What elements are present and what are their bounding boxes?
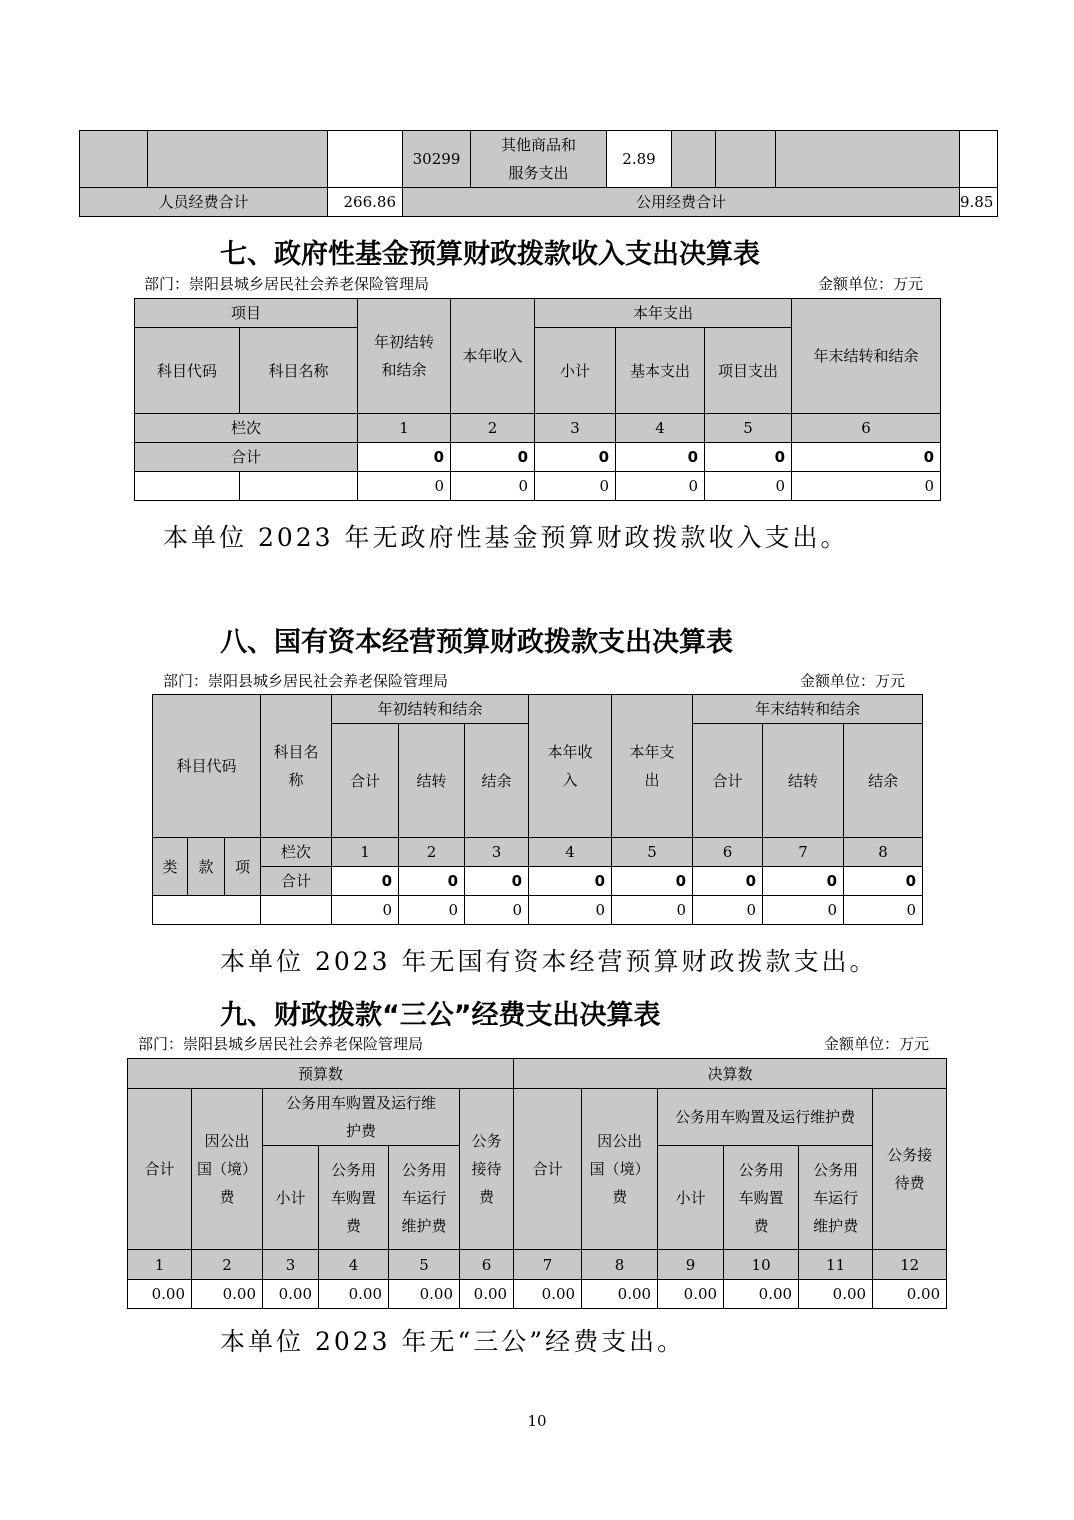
- s9-value: 0.00: [724, 1280, 799, 1309]
- s8-total: 0: [332, 867, 399, 896]
- public-label: 公用经费合计: [403, 188, 960, 217]
- s7-total-label: 合计: [135, 443, 358, 472]
- top-empty-4: [672, 131, 716, 188]
- s8-title: 八、国有资本经营预算财政拨款支出决算表: [220, 627, 733, 658]
- s7-row-value: 0: [358, 472, 451, 501]
- s7-col-label: 栏次: [135, 414, 358, 443]
- s8-row-value: 0: [763, 896, 844, 925]
- s7-total: 0: [616, 443, 705, 472]
- s8-h-xiang: 项: [225, 838, 261, 896]
- top-empty-6: [776, 131, 960, 188]
- s9-h-final-abroad: 因公出 国（境） 费: [582, 1089, 658, 1250]
- s8-total: 0: [612, 867, 693, 896]
- s9-h-car: 公务用车购置及运行维 护费: [263, 1089, 460, 1146]
- top-code: 30299: [403, 131, 471, 188]
- personnel-label: 人员经费合计: [80, 188, 328, 217]
- s8-h-code: 科目代码: [153, 695, 261, 838]
- s7-row-name: [240, 472, 358, 501]
- s8-total: 0: [529, 867, 612, 896]
- s9-h-final-reception: 公务接 待费: [873, 1089, 947, 1250]
- s8-dept: 部门：崇阳县城乡居民社会养老保险管理局: [163, 672, 449, 690]
- s8-row-name: [261, 896, 332, 925]
- personnel-value: 266.86: [328, 188, 403, 217]
- top-empty-2: [148, 131, 328, 188]
- public-value: 9.85: [960, 188, 998, 217]
- s7-h-item: 项目: [135, 299, 358, 328]
- s9-h-reception: 公务 接待 费: [460, 1089, 514, 1250]
- s8-row-code: [153, 896, 261, 925]
- s9-value: 0.00: [582, 1280, 658, 1309]
- s8-table: [152, 694, 923, 925]
- page-number: 10: [527, 1412, 547, 1430]
- s7-total: 0: [705, 443, 792, 472]
- s7-col: 3: [535, 414, 616, 443]
- s7-table: [134, 298, 941, 501]
- s7-total: 0: [535, 443, 616, 472]
- s7-total: 0: [451, 443, 535, 472]
- s8-col: 2: [399, 838, 465, 867]
- s7-note: 本单位 2023 年无政府性基金预算财政拨款收入支出。: [163, 523, 849, 552]
- s8-h-name: 科目名 称: [261, 695, 332, 838]
- s9-table: [127, 1058, 947, 1309]
- s8-col: 3: [465, 838, 529, 867]
- s9-h-final-car: 公务用车购置及运行维护费: [658, 1089, 873, 1146]
- s8-h-lei: 类: [153, 838, 188, 896]
- s9-h-sub: 小计: [263, 1146, 319, 1250]
- s9-col: 3: [263, 1250, 319, 1280]
- s7-col: 5: [705, 414, 792, 443]
- s8-note: 本单位 2023 年无国有资本经营预算财政拨款支出。: [220, 947, 878, 976]
- s9-col: 1: [128, 1250, 192, 1280]
- s8-col: 6: [693, 838, 763, 867]
- s7-col: 2: [451, 414, 535, 443]
- s7-h-begin: 年初结转 和结余: [358, 299, 451, 414]
- top-value: 2.89: [607, 131, 672, 188]
- s7-row-value: 0: [535, 472, 616, 501]
- s8-h-begin-carry: 结转: [399, 724, 465, 838]
- s7-h-income: 本年收入: [451, 299, 535, 414]
- s7-dept: 部门：崇阳县城乡居民社会养老保险管理局: [144, 275, 430, 293]
- s9-value: 0.00: [460, 1280, 514, 1309]
- s8-unit: 金额单位：万元: [800, 672, 906, 690]
- s7-row-value: 0: [792, 472, 941, 501]
- s9-col: 12: [873, 1250, 947, 1280]
- top-empty-3: [328, 131, 403, 188]
- s8-col: 1: [332, 838, 399, 867]
- s9-value: 0.00: [389, 1280, 460, 1309]
- s9-h-run: 公务用 车运行 维护费: [389, 1146, 460, 1250]
- s8-col: 4: [529, 838, 612, 867]
- s8-h-begin-total: 合计: [332, 724, 399, 838]
- s7-col: 1: [358, 414, 451, 443]
- s7-h-project: 项目支出: [705, 328, 792, 414]
- top-table: [79, 130, 998, 217]
- s9-col: 4: [319, 1250, 389, 1280]
- s8-col: 7: [763, 838, 844, 867]
- s9-value: 0.00: [192, 1280, 263, 1309]
- s9-dept: 部门：崇阳县城乡居民社会养老保险管理局: [138, 1035, 424, 1053]
- s8-total-label: 合计: [261, 867, 332, 896]
- s9-h-budget: 预算数: [128, 1059, 514, 1089]
- top-empty-7: [960, 131, 998, 188]
- s9-value: 0.00: [658, 1280, 724, 1309]
- s7-title: 七、政府性基金预算财政拨款收入支出决算表: [220, 239, 760, 270]
- s8-total: 0: [465, 867, 529, 896]
- s7-h-sub: 小计: [535, 328, 616, 414]
- s8-row-value: 0: [399, 896, 465, 925]
- s9-h-abroad: 因公出 国（境） 费: [192, 1089, 263, 1250]
- s7-row-code: [135, 472, 240, 501]
- s8-row-value: 0: [844, 896, 923, 925]
- s8-row-value: 0: [465, 896, 529, 925]
- s9-title: 九、财政拨款“三公”经费支出决算表: [220, 1000, 661, 1031]
- top-name: 其他商品和 服务支出: [471, 131, 607, 188]
- s8-col: 8: [844, 838, 923, 867]
- s8-row-value: 0: [332, 896, 399, 925]
- s9-note: 本单位 2023 年无“三公”经费支出。: [220, 1327, 686, 1356]
- s7-unit: 金额单位：万元: [818, 275, 924, 293]
- s7-h-code: 科目代码: [135, 328, 240, 414]
- s7-col: 4: [616, 414, 705, 443]
- s8-total: 0: [844, 867, 923, 896]
- s7-h-end: 年末结转和结余: [792, 299, 941, 414]
- s7-row-value: 0: [451, 472, 535, 501]
- s8-row-value: 0: [612, 896, 693, 925]
- s7-col: 6: [792, 414, 941, 443]
- s9-h-final-run: 公务用 车运行 维护费: [799, 1146, 873, 1250]
- s9-col: 8: [582, 1250, 658, 1280]
- s9-unit: 金额单位：万元: [824, 1035, 930, 1053]
- s9-col: 6: [460, 1250, 514, 1280]
- s9-col: 9: [658, 1250, 724, 1280]
- top-empty-5: [716, 131, 776, 188]
- s9-value: 0.00: [799, 1280, 873, 1309]
- s9-h-final: 决算数: [514, 1059, 947, 1089]
- s8-total: 0: [399, 867, 465, 896]
- s9-col: 5: [389, 1250, 460, 1280]
- s7-total: 0: [358, 443, 451, 472]
- s8-h-begin-surplus: 结余: [465, 724, 529, 838]
- s7-h-name: 科目名称: [240, 328, 358, 414]
- s8-h-expense: 本年支 出: [612, 695, 693, 838]
- s8-h-end-surplus: 结余: [844, 724, 923, 838]
- s9-value: 0.00: [514, 1280, 582, 1309]
- s8-col-label: 栏次: [261, 838, 332, 867]
- s9-h-final-sub: 小计: [658, 1146, 724, 1250]
- s7-h-basic: 基本支出: [616, 328, 705, 414]
- s9-col: 2: [192, 1250, 263, 1280]
- s7-row-value: 0: [705, 472, 792, 501]
- s8-h-end-total: 合计: [693, 724, 763, 838]
- s7-h-expense: 本年支出: [535, 299, 792, 328]
- s9-value: 0.00: [128, 1280, 192, 1309]
- s8-h-income: 本年收 入: [529, 695, 612, 838]
- s8-h-begin: 年初结转和结余: [332, 695, 529, 724]
- s9-value: 0.00: [263, 1280, 319, 1309]
- s8-h-end: 年末结转和结余: [693, 695, 923, 724]
- s7-row-value: 0: [616, 472, 705, 501]
- s9-h-final-total: 合计: [514, 1089, 582, 1250]
- s8-h-kuan: 款: [188, 838, 225, 896]
- s8-col: 5: [612, 838, 693, 867]
- s9-col: 7: [514, 1250, 582, 1280]
- s9-h-buy: 公务用 车购置 费: [319, 1146, 389, 1250]
- s7-total: 0: [792, 443, 941, 472]
- s9-value: 0.00: [319, 1280, 389, 1309]
- s8-total: 0: [693, 867, 763, 896]
- s9-value: 0.00: [873, 1280, 947, 1309]
- s9-h-final-buy: 公务用 车购置 费: [724, 1146, 799, 1250]
- s8-row-value: 0: [693, 896, 763, 925]
- s8-total: 0: [763, 867, 844, 896]
- s8-h-end-carry: 结转: [763, 724, 844, 838]
- top-empty-1: [80, 131, 148, 188]
- s8-row-value: 0: [529, 896, 612, 925]
- s9-col: 10: [724, 1250, 799, 1280]
- s9-h-total: 合计: [128, 1089, 192, 1250]
- s9-col: 11: [799, 1250, 873, 1280]
